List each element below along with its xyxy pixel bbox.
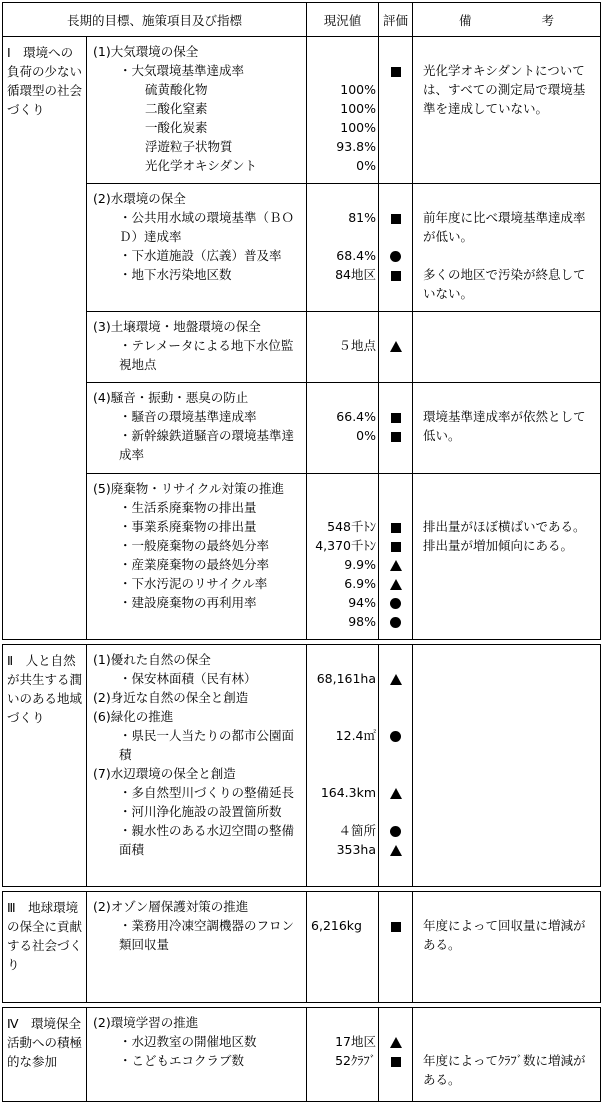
environment-indicator-table-container xyxy=(2,2,600,1102)
current-value: 100% xyxy=(340,101,377,116)
remark-participation: 年度によってｸﾗﾌﾞ数に増減がある。 xyxy=(413,1008,601,1102)
item-label: ・大気環境基準達成率 xyxy=(119,63,245,78)
items-nature xyxy=(87,645,307,887)
square-mark-icon xyxy=(391,432,401,442)
current-value: 100% xyxy=(340,82,377,97)
header-remarks xyxy=(413,3,601,37)
item-label: ・県民一人当たりの都市公園面積 xyxy=(119,728,295,762)
remark-waste xyxy=(413,474,601,640)
current-value: 6.9% xyxy=(344,576,377,591)
triangle-mark-icon xyxy=(390,674,402,685)
remark-air: 光化学オキシダントについては、すべての測定局で環境基準を達成していない。 xyxy=(413,37,601,184)
item-label: 光化学オキシダント xyxy=(145,158,258,173)
current-value: 0% xyxy=(356,428,377,443)
circle-mark-icon xyxy=(390,617,401,628)
eval-air xyxy=(379,37,413,184)
item-label: ・多自然型川づくりの整備延長 xyxy=(119,785,295,800)
eval-noise xyxy=(379,383,413,474)
item-title: (2)環境学習の推進 xyxy=(93,1015,199,1030)
triangle-mark-icon xyxy=(390,1037,402,1048)
triangle-mark-icon xyxy=(390,788,402,799)
item-label: 二酸化窒素 xyxy=(145,101,208,116)
current-value: 93.8% xyxy=(336,139,377,154)
square-mark-icon xyxy=(391,67,401,77)
eval-participation xyxy=(379,1008,413,1102)
goal-4: Ⅳ 環境保全活動への積極的な参加 xyxy=(3,1008,87,1102)
item-label: ・新幹線鉄道騒音の環境基準達成率 xyxy=(119,428,295,462)
remark-text: 前年度に比べ環境基準達成率が低い。 xyxy=(423,210,586,244)
item-label: ・一般廃棄物の最終処分率 xyxy=(119,538,270,553)
current-value: 548千ﾄﾝ xyxy=(327,519,377,534)
header-goal: 長期的目標、施策項目及び指標 xyxy=(3,3,307,37)
remark-text: 排出量がほぼ横ばいである。 xyxy=(423,519,586,534)
triangle-mark-icon xyxy=(390,845,402,856)
values-noise xyxy=(307,383,379,474)
eval-waste xyxy=(379,474,413,640)
current-value: 0% xyxy=(356,158,377,173)
item-title: (1)大気環境の保全 xyxy=(93,44,199,59)
item-label: ・業務用冷凍空調機器のフロン類回収量 xyxy=(119,918,295,952)
square-mark-icon xyxy=(391,523,401,533)
current-value: 100% xyxy=(340,120,377,135)
item-title: (2)水環境の保全 xyxy=(93,191,186,206)
item-label: ・下水汚泥のリサイクル率 xyxy=(119,576,268,591)
item-title: (3)土壌環境・地盤環境の保全 xyxy=(93,319,261,334)
remark-text: 多くの地区で汚染が終息していない。 xyxy=(423,267,586,301)
header-remarks-b: 考 xyxy=(541,12,555,28)
eval-soil xyxy=(379,312,413,383)
items-soil xyxy=(87,312,307,383)
section-noise xyxy=(3,383,601,474)
eval-water xyxy=(379,184,413,312)
square-mark-icon xyxy=(391,922,401,932)
item-label: ・テレメータによる地下水位監視地点 xyxy=(119,338,294,372)
current-value: 17地区 xyxy=(335,1034,377,1049)
current-value: 6,216kg xyxy=(311,918,362,933)
item-label: ・こどもエコクラブ数 xyxy=(119,1053,245,1068)
values-global xyxy=(307,892,379,1003)
items-waste xyxy=(87,474,307,640)
square-mark-icon xyxy=(391,1057,401,1067)
values-nature xyxy=(307,645,379,887)
square-mark-icon xyxy=(391,542,401,552)
values-participation xyxy=(307,1008,379,1102)
item-label: 硫黄酸化物 xyxy=(145,82,208,97)
values-water xyxy=(307,184,379,312)
header-current-value: 現況値 xyxy=(307,3,379,37)
current-value: 68.4% xyxy=(336,248,377,263)
section-air xyxy=(3,37,601,184)
current-value: 164.3km xyxy=(320,785,377,800)
remark-nature xyxy=(413,645,601,887)
item-label: ・地下水汚染地区数 xyxy=(119,267,232,282)
section-participation xyxy=(3,1008,601,1102)
item-label: ・保安林面積（民有林） xyxy=(119,671,257,686)
remark-soil xyxy=(413,312,601,383)
values-waste xyxy=(307,474,379,640)
current-value: ４箇所 xyxy=(338,823,377,838)
item-title: (6)緑化の推進 xyxy=(93,709,174,724)
current-value: 12.4㎡ xyxy=(335,728,377,743)
values-air xyxy=(307,37,379,184)
remark-text: 排出量が増加傾向にある。 xyxy=(423,538,574,553)
items-air xyxy=(87,37,307,184)
square-mark-icon xyxy=(391,271,401,281)
section-waste xyxy=(3,474,601,640)
items-water xyxy=(87,184,307,312)
section-soil xyxy=(3,312,601,383)
values-soil xyxy=(307,312,379,383)
item-label: ・親水性のある水辺空間の整備面積 xyxy=(119,823,295,857)
circle-mark-icon xyxy=(390,251,401,262)
item-title: (4)騒音・振動・悪臭の防止 xyxy=(93,390,249,405)
triangle-mark-icon xyxy=(390,341,402,352)
eval-global xyxy=(379,892,413,1003)
item-title: (2)オゾン層保護対策の推進 xyxy=(93,899,249,914)
current-value: 4,370千ﾄﾝ xyxy=(315,538,377,553)
items-global xyxy=(87,892,307,1003)
item-label: 浮遊粒子状物質 xyxy=(145,139,233,154)
item-label: ・事業系廃棄物の排出量 xyxy=(119,519,257,534)
current-value: 52ｸﾗﾌﾞ xyxy=(335,1053,377,1068)
triangle-mark-icon xyxy=(390,579,402,590)
item-label: ・産業廃棄物の最終処分率 xyxy=(119,557,270,572)
item-label: ・公共用水域の環境基準（ＢＯＤ）達成率 xyxy=(119,210,295,244)
eval-nature xyxy=(379,645,413,887)
item-title: (1)優れた自然の保全 xyxy=(93,652,211,667)
goal-3: Ⅲ 地球環境の保全に貢献する社会づくり xyxy=(3,892,87,1003)
circle-mark-icon xyxy=(390,826,401,837)
item-title: (2)身近な自然の保全と創造 xyxy=(93,690,249,705)
header-row xyxy=(3,3,601,37)
circle-mark-icon xyxy=(390,598,401,609)
item-label: 一酸化炭素 xyxy=(145,120,208,135)
item-label: ・騒音の環境基準達成率 xyxy=(119,409,257,424)
item-label: ・水辺教室の開催地区数 xyxy=(119,1034,257,1049)
goal-1: Ⅰ 環境への負荷の少ない循環型の社会づくり xyxy=(3,37,87,640)
section-water xyxy=(3,184,601,312)
items-noise xyxy=(87,383,307,474)
section-nature xyxy=(3,645,601,887)
current-value: 66.4% xyxy=(336,409,377,424)
item-label: ・生活系廃棄物の排出量 xyxy=(119,500,257,515)
current-value: 94% xyxy=(348,595,377,610)
remark-noise: 環境基準達成率が依然として低い。 xyxy=(413,383,601,474)
current-value: 81% xyxy=(348,210,377,225)
current-value: 9.9% xyxy=(344,557,377,572)
current-value: 68,161ha xyxy=(316,671,377,686)
square-mark-icon xyxy=(391,214,401,224)
triangle-mark-icon xyxy=(390,560,402,571)
remark-global: 年度によって回収量に増減がある。 xyxy=(413,892,601,1003)
square-mark-icon xyxy=(391,413,401,423)
item-label: ・下水道施設（広義）普及率 xyxy=(119,248,282,263)
current-value: 98% xyxy=(348,614,377,629)
current-value: 84地区 xyxy=(335,267,377,282)
item-label: ・河川浄化施設の設置箇所数 xyxy=(119,804,282,819)
item-title: (5)廃棄物・リサイクル対策の推進 xyxy=(93,481,284,496)
remark-water xyxy=(413,184,601,312)
item-title: (7)水辺環境の保全と創造 xyxy=(93,766,236,781)
header-remarks-a: 備 xyxy=(459,12,472,28)
current-value: ５地点 xyxy=(338,338,377,353)
circle-mark-icon xyxy=(390,731,401,742)
items-participation xyxy=(87,1008,307,1102)
section-global xyxy=(3,892,601,1003)
current-value: 353ha xyxy=(336,842,377,857)
environment-indicator-table xyxy=(2,2,601,1102)
goal-2: Ⅱ 人と自然が共生する潤いのある地域づくり xyxy=(3,645,87,887)
item-label: ・建設廃棄物の再利用率 xyxy=(119,595,257,610)
header-evaluation: 評価 xyxy=(379,3,413,37)
